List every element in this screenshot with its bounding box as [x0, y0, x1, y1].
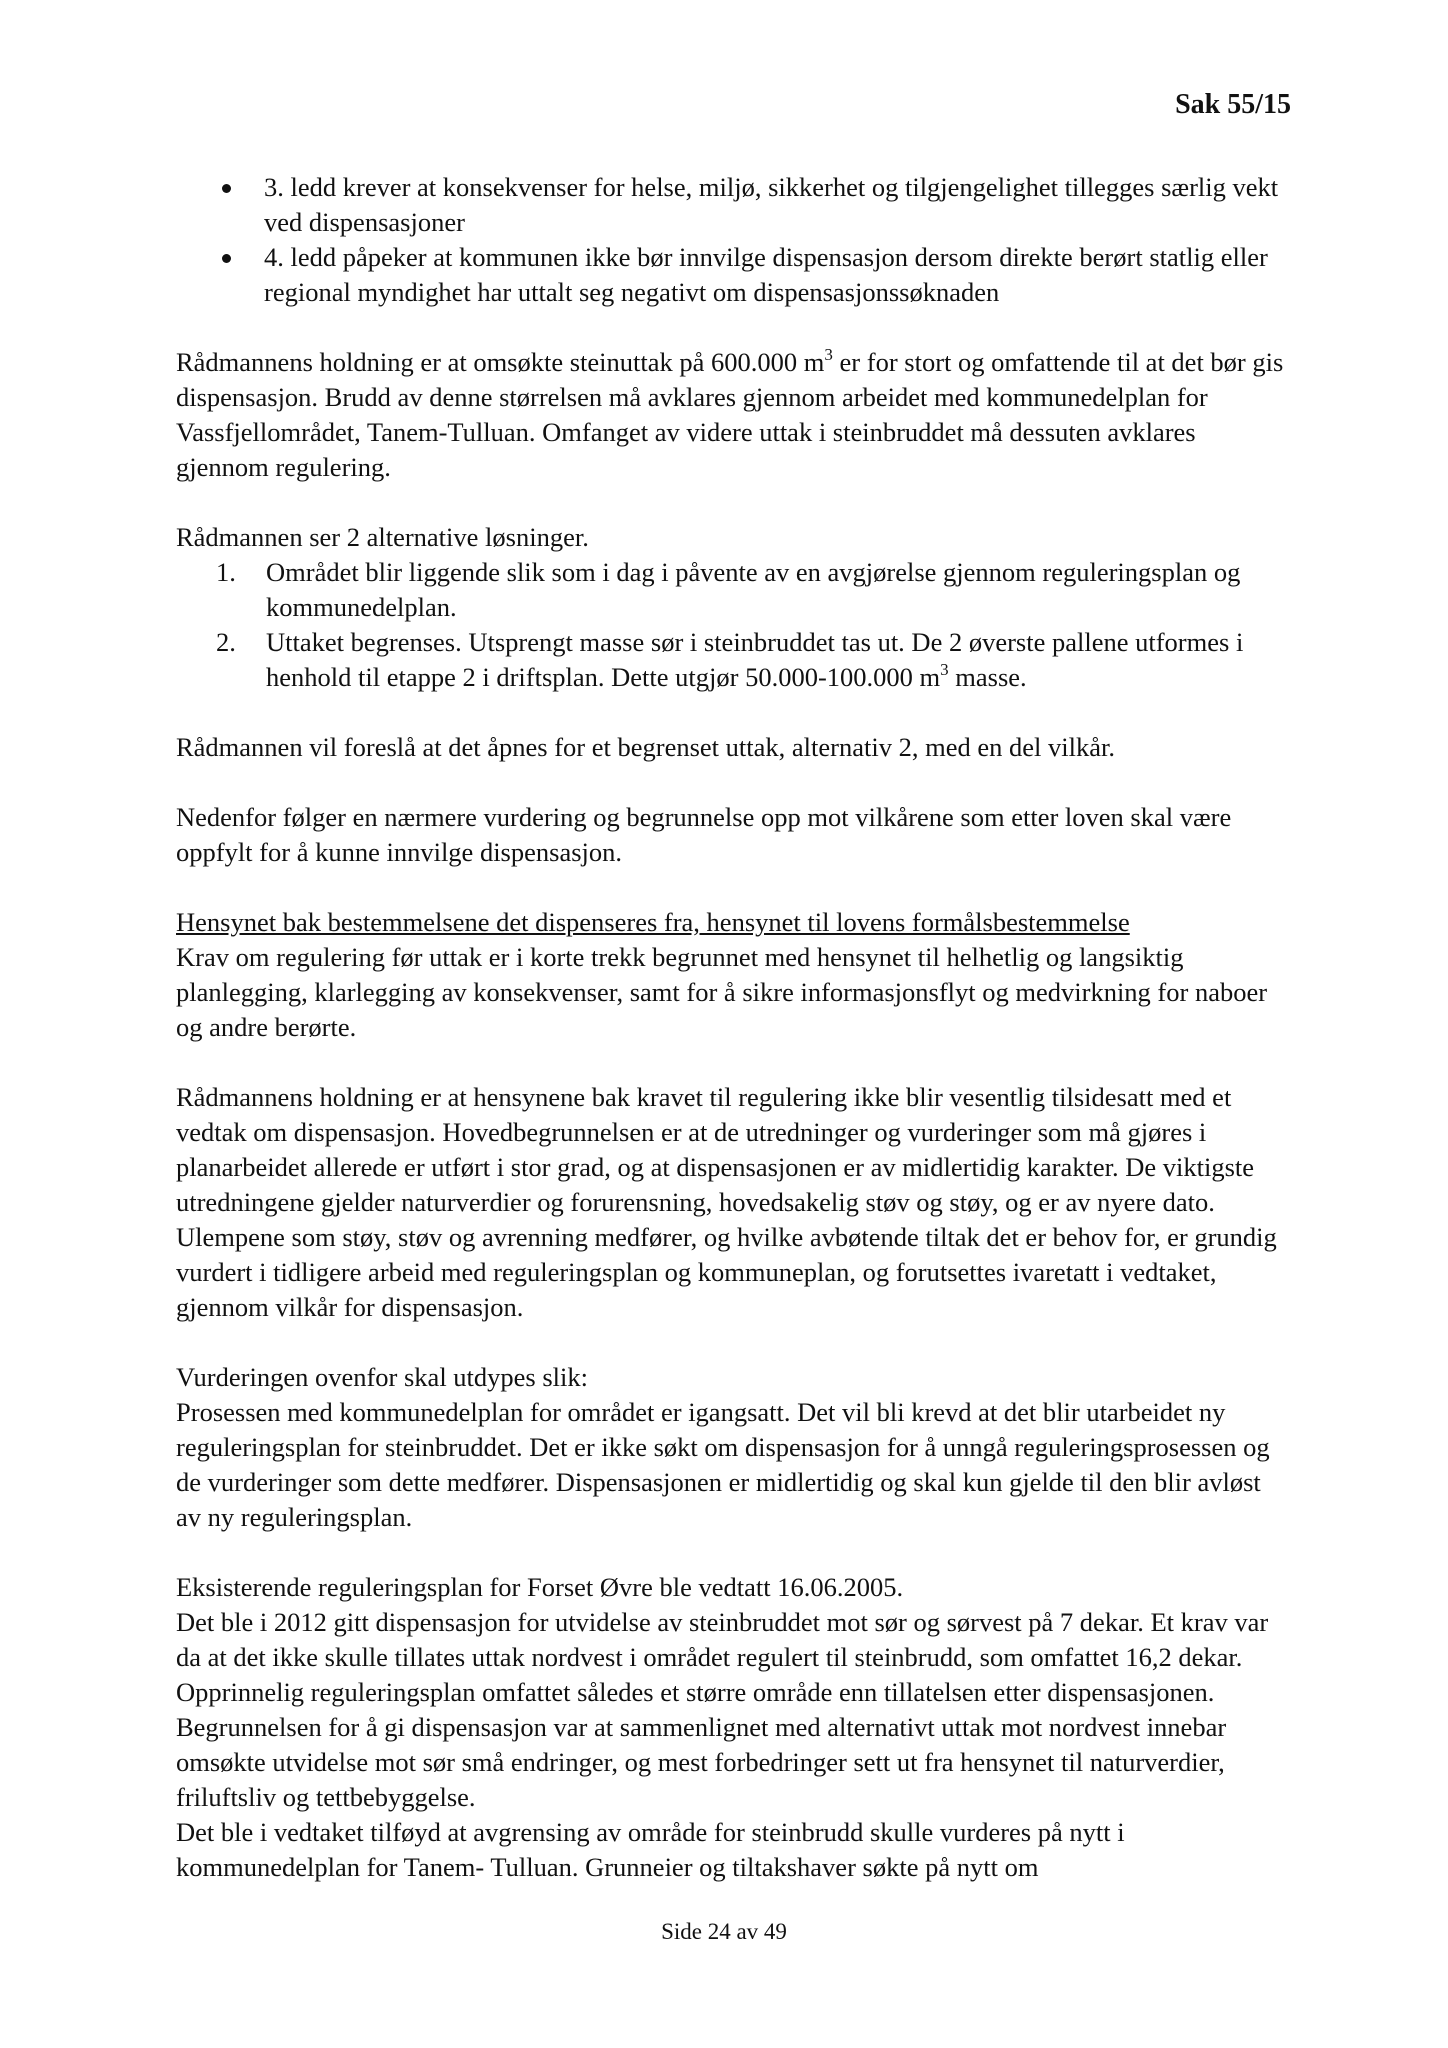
- list-item: [176, 240, 1286, 310]
- bullet-text: 4. ledd påpeker at kommunen ikke bør innvilge dispensasjon dersom direkte berørt statlig eller regional myndighet har uttalt seg negativt om dispensasjonssøknaden: [264, 242, 1268, 307]
- paragraph-krav: Krav om regulering før uttak er i korte trekk begrunnet med hensynet til helhetlig og langsiktig planlegging, klarlegging av konsekvenser, samt for å sikre informasjonsflyt og medvirkning for naboer og andre berørte.: [176, 942, 1268, 1042]
- paragraph-holdning: [176, 345, 1286, 485]
- paragraph-2012: Det ble i 2012 gitt dispensasjon for utvidelse av steinbruddet mot sør og sørvest på 7 dekar. Et krav var da at det ikke skulle tillates uttak nordvest i området regulert til steinbrudd, som omfattet 16,2 dekar. Opprinnelig reguleringsplan omfattet således et større område enn tillatelsen etter dispensasjonen. Begrunnelsen for å gi dispensasjon var at sammenlignet med alternativt uttak mot nordvest innebar omsøkte utvidelse mot sør små endringer, og mest forbedringer sett ut fra hensynet til naturverdier, friluftsliv og tettbebyggelse.: [176, 1607, 1269, 1812]
- paragraph-forslag: Rådmannen vil foreslå at det åpnes for et begrenset uttak, alternativ 2, med en del vilkår.: [176, 732, 1115, 762]
- list-number: 2.: [216, 627, 236, 657]
- bullet-icon: [222, 184, 231, 193]
- list-item: [176, 625, 1286, 695]
- paragraph-prosess: Prosessen med kommunedelplan for området er igangsatt. Det vil bli krevd at det blir utarbeidet ny reguleringsplan for steinbruddet. Det er ikke søkt om dispensasjon for å unngå reguleringsprosessen og de vurderinger som dette medfører. Dispensasjonen er midlertidig og skal kun gjelde til den blir avløst av ny reguleringsplan.: [176, 1397, 1270, 1532]
- page-content: [176, 170, 1286, 1885]
- bullet-icon: [222, 254, 231, 263]
- list-item-text: masse.: [948, 662, 1027, 692]
- alternatives-intro: Rådmannen ser 2 alternative løsninger.: [176, 522, 589, 552]
- bullet-text: 3. ledd krever at konsekvenser for helse, miljø, sikkerhet og tilgjengelighet tillegges særlig vekt ved dispensasjoner: [264, 172, 1279, 237]
- list-number: 1.: [216, 557, 236, 587]
- page-number: Side 24 av 49: [661, 1919, 787, 1944]
- paragraph-vurdering-intro: Vurderingen ovenfor skal utdypes slik:: [176, 1362, 589, 1392]
- paragraph-nedenfor: Nedenfor følger en nærmere vurdering og begrunnelse opp mot vilkårene som etter loven skal være oppfylt for å kunne innvilge dispensasjon.: [176, 802, 1232, 867]
- bullet-list: [176, 170, 1286, 310]
- list-item: [176, 170, 1286, 240]
- case-number: Sak 55/15: [1175, 89, 1291, 120]
- paragraph-eksisterende: Eksisterende reguleringsplan for Forset Øvre ble vedtatt 16.06.2005.: [176, 1572, 904, 1602]
- section-heading: Hensynet bak bestemmelsene det dispenseres fra, hensynet til lovens formålsbestemmelse: [176, 907, 1130, 937]
- paragraph-text: er for stort og omfattende til at det bør gis dispensasjon. Brudd av denne størrelsen må avklares gjennom arbeidet med kommunedelplan for Vassfjellområdet, Tanem-Tulluan. Omfanget av videre uttak i steinbruddet må dessuten avklares gjennom regulering.: [176, 347, 1284, 482]
- paragraph-text: Rådmannens holdning er at omsøkte steinuttak på 600.000 m: [176, 347, 825, 377]
- alternatives-list: [176, 555, 1286, 695]
- superscript: 3: [940, 660, 949, 679]
- list-item: [176, 555, 1286, 625]
- paragraph-hensyn: Rådmannens holdning er at hensynene bak kravet til regulering ikke blir vesentlig tilsidesatt med et vedtak om dispensasjon. Hovedbegrunnelsen er at de utredninger og vurderinger som må gjøres i planarbeidet allerede er utført i stor grad, og at dispensasjonen er av midlertidig karakter. De viktigste utredningene gjelder naturverdier og forurensning, hovedsakelig støv og støy, og er av nyere dato. Ulempene som støy, støv og avrenning medfører, og hvilke avbøtende tiltak det er behov for, er grundig vurdert i tidligere arbeid med reguleringsplan og kommuneplan, og forutsettes ivaretatt i vedtaket, gjennom vilkår for dispensasjon.: [176, 1082, 1277, 1322]
- list-item-text: Området blir liggende slik som i dag i påvente av en avgjørelse gjennom reguleringsplan og kommunedelplan.: [266, 557, 1241, 622]
- list-item-text: Uttaket begrenses. Utsprengt masse sør i steinbruddet tas ut. De 2 øverste pallene utformes i henhold til etappe 2 i driftsplan. Dette utgjør 50.000-100.000 m: [266, 627, 1244, 692]
- paragraph-vedtak: Det ble i vedtaket tilføyd at avgrensing av område for steinbrudd skulle vurderes på nytt i kommunedelplan for Tanem- Tulluan. Grunneier og tiltakshaver søkte på nytt om: [176, 1817, 1125, 1882]
- superscript: 3: [824, 345, 833, 364]
